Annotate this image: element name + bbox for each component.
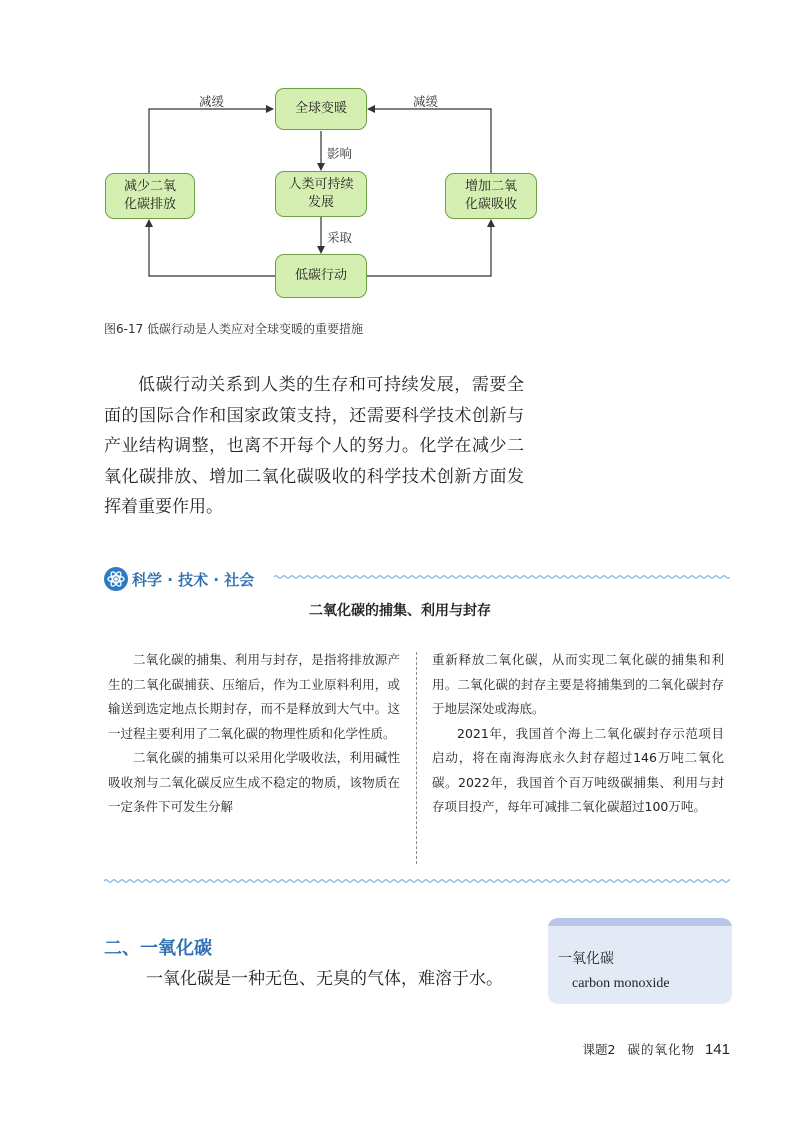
node-reduce-co2-emission: 减少二氧 化碳排放 — [105, 173, 195, 219]
feature-column-left — [108, 648, 400, 820]
column-divider — [416, 652, 417, 864]
vocabulary-box-header-bar — [548, 918, 732, 926]
vocabulary-box — [548, 918, 732, 1004]
edge-label-adopt: 采取 — [327, 230, 353, 245]
body-paragraph: 低碳行动关系到人类的生存和可持续发展，需要全面的国际合作和国家政策支持，还需要科学技术创新与产业结构调整，也离不开每个人的努力。化学在减少二氧化碳排放、增加二氧化碳吸收的科学技术创新方面发挥着重要作用。 — [104, 375, 524, 517]
footer-lesson: 课题2 — [582, 1042, 616, 1057]
edge-label-mitigate-right: 减缓 — [413, 94, 439, 109]
edge-label-mitigate-left: 减缓 — [199, 94, 225, 109]
node-increase-co2-absorption: 增加二氧 化碳吸收 — [445, 173, 537, 219]
wave-divider-bottom — [104, 876, 730, 886]
wave-divider-top — [274, 572, 730, 582]
section-paragraph: 一氧化碳是一种无色、无臭的气体，难溶于水。 — [146, 969, 503, 989]
footer-topic: 碳的氧化物 — [627, 1042, 695, 1057]
feature-paragraph: 2021年，我国首个海上二氧化碳封存示范项目启动，将在南海海底永久封存超过146万吨二氧化碳。2022年，我国首个百万吨级碳捕集、利用与封存项目投产，每年可减排二氧化碳超过100万吨。 — [432, 725, 724, 814]
feature-column-right — [432, 648, 724, 820]
feature-paragraph: 重新释放二氧化碳，从而实现二氧化碳的捕集和利用。二氧化碳的封存主要是将捕集到的二氧化碳封存于地层深处或海底。 — [432, 652, 724, 716]
page-footer — [583, 1040, 731, 1058]
page-number: 141 — [704, 1041, 730, 1058]
feature-header — [104, 566, 254, 592]
edge-lowcarbon-to-reduce — [149, 220, 275, 276]
figure-caption: 图6-17 低碳行动是人类应对全球变暖的重要措施 — [104, 322, 364, 336]
feature-paragraph: 二氧化碳的捕集、利用与封存，是指将排放源产生的二氧化碳捕获、压缩后，作为工业原料利用，或输送到选定地点长期封存，而不是释放到大气中。这一过程主要利用了二氧化碳的物理性质和化学性质。 — [108, 652, 400, 741]
node-global-warming: 全球变暖 — [275, 88, 367, 130]
edge-absorb-to-warming — [368, 109, 491, 173]
atom-icon — [104, 567, 128, 591]
feature-subtitle: 二氧化碳的捕集、利用与封存 — [309, 603, 491, 619]
section-heading: 二、一氧化碳 — [104, 938, 212, 959]
edge-lowcarbon-to-absorb — [367, 220, 491, 276]
edge-reduce-to-warming — [149, 109, 273, 173]
edge-label-influence: 影响 — [327, 146, 353, 161]
term-chinese: 一氧化碳 — [558, 951, 614, 967]
flow-diagram — [95, 80, 555, 310]
node-sustainable-development: 人类可持续 发展 — [275, 171, 367, 217]
node-low-carbon-action: 低碳行动 — [275, 254, 367, 298]
feature-paragraph: 二氧化碳的捕集可以采用化学吸收法，利用碱性吸收剂与二氧化碳反应生成不稳定的物质，该物质在一定条件下可发生分解 — [108, 750, 400, 814]
term-english: carbon monoxide — [572, 976, 670, 991]
feature-title: 科学 · 技术 · 社会 — [132, 570, 255, 589]
